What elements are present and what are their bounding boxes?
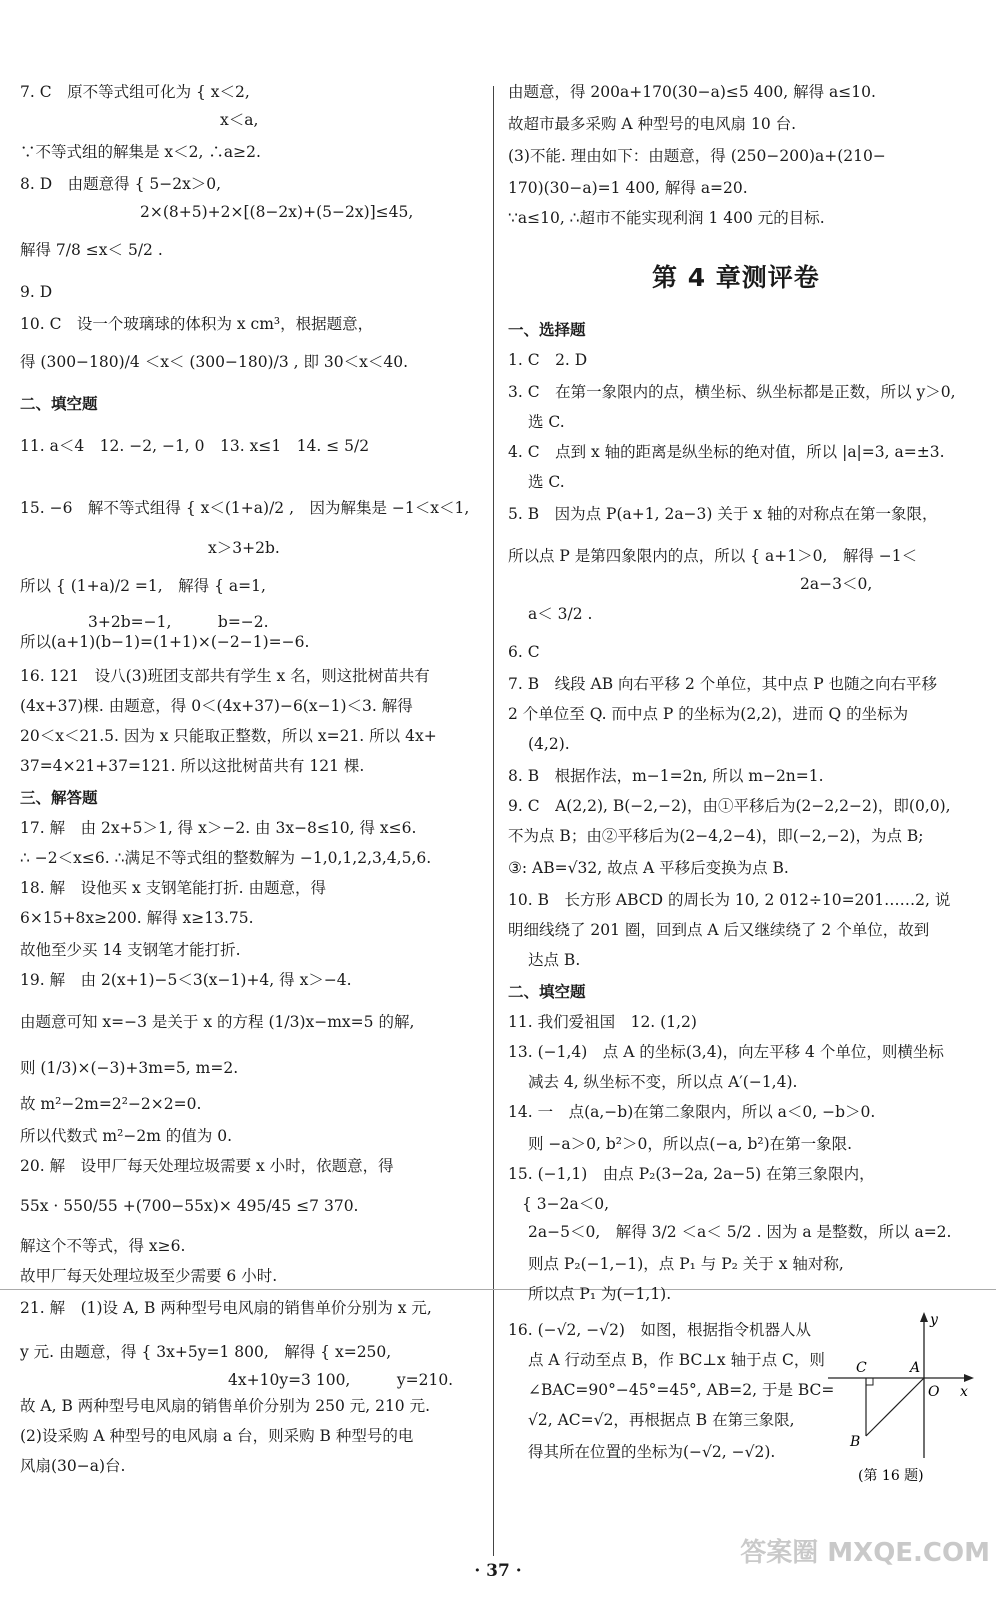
text-line: 8. D 由题意得 { 5−2x＞0, (20, 175, 222, 193)
text-line: ∠BAC=90°−45°=45°, AB=2, 于是 BC= (528, 1381, 835, 1399)
text-line: 9. C A(2,2), B(−2,−2)，由①平移后为(2−2,2−2)，即(0,0), (508, 797, 951, 815)
text-line: 9. D (20, 283, 53, 301)
text-line: 2×(8+5)+2×[(8−2x)+(5−2x)]≤45, (140, 203, 414, 221)
text-line: 故他至少买 14 支钢笔才能打折. (20, 941, 241, 959)
text-line: 15. (−1,1) 由点 P₂(3−2a, 2a−5) 在第三象限内， (508, 1165, 875, 1183)
text-line: 所以代数式 m²−2m 的值为 0. (20, 1127, 233, 1145)
ab-segment (866, 1378, 924, 1436)
section-heading: 二、填空题 (508, 982, 586, 1001)
text-line: 55x · 550/55 +(700−55x)× 495/45 ≤7 370. (20, 1197, 359, 1215)
text-line: 3+2b=−1, b=−2. (88, 613, 269, 631)
column-divider (493, 86, 494, 1556)
text-line: 4x+10y=3 100, y=210. (228, 1371, 454, 1389)
text-line: 37=4×21+37=121. 所以这批树苗共有 121 棵. (20, 757, 365, 775)
text-line: 所以点 P 是第四象限内的点，所以 { a+1＞0, 解得 −1＜ (508, 547, 918, 565)
text-line: a＜ 3/2 . (528, 605, 593, 623)
text-line: 15. −6 解不等式组得 { x＜(1+a)/2 , 因为解集是 −1＜x＜1, (20, 499, 470, 517)
text-line: 5. B 因为点 P(a+1, 2a−3) 关于 x 轴的对称点在第一象限， (508, 505, 938, 523)
text-line: 得 (300−180)/4 ＜x＜ (300−180)/3 , 即 30＜x＜40. (20, 353, 409, 371)
text-line: (4,2). (528, 735, 570, 753)
text-line: 则 −a＞0, b²＞0，所以点(−a, b²)在第一象限. (528, 1135, 853, 1153)
text-line: 解这个不等式，得 x≥6. (20, 1237, 186, 1255)
text-line: (2)设采购 A 种型号的电风扇 a 台，则采购 B 种型号的电 (20, 1427, 414, 1445)
text-line: ∴ −2＜x≤6. ∴满足不等式组的整数解为 −1,0,1,2,3,4,5,6. (20, 849, 432, 867)
text-line: 所以 { (1+a)/2 =1, 解得 { a=1, (20, 577, 266, 595)
text-line: 所以(a+1)(b−1)=(1+1)×(−2−1)=−6. (20, 633, 310, 651)
text-line: 14. 一 点(a,−b)在第二象限内，所以 a＜0, −b＞0. (508, 1103, 876, 1121)
text-line: 20. 解 设甲厂每天处理垃圾需要 x 小时，依题意，得 (20, 1157, 394, 1175)
text-line: 16. 121 设八(3)班团支部共有学生 x 名，则这批树苗共有 (20, 667, 430, 685)
text-line: 由题意，得 200a+170(30−a)≤5 400, 解得 a≤10. (508, 83, 876, 101)
text-line: 7. B 线段 AB 向右平移 2 个单位，其中点 P 也随之向右平移 (508, 675, 938, 693)
text-line: 19. 解 由 2(x+1)−5＜3(x−1)+4, 得 x＞−4. (20, 971, 352, 989)
point-b-label: B (850, 1434, 861, 1450)
text-line: 不为点 B；由②平移后为(2−4,2−4)，即(−2,−2)，为点 B; (508, 827, 924, 845)
section-heading: 一、选择题 (508, 320, 586, 339)
section-heading: 三、解答题 (20, 788, 98, 807)
text-line: 故甲厂每天处理垃圾至少需要 6 小时. (20, 1267, 278, 1285)
point-a-label: A (910, 1360, 921, 1376)
text-line: 13. (−1,4) 点 A 的坐标(3,4)，向左平移 4 个单位，则横坐标 (508, 1043, 944, 1061)
watermark: 答案圈 MXQE.COM (740, 1538, 990, 1568)
text-line: (4x+37)棵. 由题意，得 0＜(4x+37)−6(x−1)＜3. 解得 (20, 697, 413, 715)
x-axis-arrow (964, 1374, 974, 1382)
origin-label: O (928, 1384, 940, 1400)
text-line: 选 C. (528, 413, 565, 431)
text-line: x＞3+2b. (208, 539, 280, 557)
text-line: 则点 P₂(−1,−1)，点 P₁ 与 P₂ 关于 x 轴对称, (528, 1255, 844, 1273)
text-line: { 3−2a＜0, (522, 1195, 610, 1213)
text-line: 故 m²−2m=2²−2×2=0. (20, 1095, 202, 1113)
text-line: 11. a＜4 12. −2, −1, 0 13. x≤1 14. ≤ 5/2 (20, 437, 370, 455)
text-line: 故超市最多采购 A 种型号的电风扇 10 台. (508, 115, 797, 133)
text-line: 2a−5＜0, 解得 3/2 ＜a＜ 5/2 . 因为 a 是整数，所以 a=2. (528, 1223, 952, 1241)
page-number: · 37 · (474, 1561, 522, 1581)
text-line: 由题意可知 x=−3 是关于 x 的方程 (1/3)x−mx=5 的解, (20, 1013, 415, 1031)
text-line: 解得 7/8 ≤x＜ 5/2 . (20, 241, 163, 259)
text-line: 21. 解 (1)设 A, B 两种型号电风扇的销售单价分别为 x 元, (20, 1299, 432, 1317)
text-line: 170)(30−a)=1 400, 解得 a=20. (508, 179, 748, 197)
text-line: 8. B 根据作法，m−1=2n, 所以 m−2n=1. (508, 767, 824, 785)
text-line: √2, AC=√2，再根据点 B 在第三象限, (528, 1411, 795, 1429)
text-line: 20＜x＜21.5. 因为 x 只能取正整数，所以 x=21. 所以 4x+ (20, 727, 437, 745)
text-line: 7. C 原不等式组可化为 { x＜2, (20, 83, 250, 101)
text-line: 2a−3＜0, (800, 575, 873, 593)
text-line: ∵a≤10, ∴超市不能实现利润 1 400 元的目标. (508, 209, 825, 227)
text-line: 3. C 在第一象限内的点，横坐标、纵坐标都是正数，所以 y＞0, (508, 383, 956, 401)
text-line: 10. C 设一个玻璃球的体积为 x cm³，根据题意， (20, 315, 374, 333)
y-label: y (930, 1312, 938, 1328)
text-line: 达点 B. (528, 951, 581, 969)
coordinate-figure (828, 1308, 978, 1488)
text-line: 点 A 行动至点 B，作 BC⊥x 轴于点 C，则 (528, 1351, 825, 1369)
text-line: ∵不等式组的解集是 x＜2, ∴a≥2. (20, 143, 261, 161)
text-line: 则 (1/3)×(−3)+3m=5, m=2. (20, 1059, 239, 1077)
text-line: x＜a, (220, 111, 259, 129)
text-line: 10. B 长方形 ABCD 的周长为 10, 2 012÷10=201……2, 说 (508, 891, 951, 909)
text-line: 故 A, B 两种型号电风扇的销售单价分别为 250 元, 210 元. (20, 1397, 431, 1415)
text-line: 减去 4, 纵坐标不变，所以点 A′(−1,4). (528, 1073, 798, 1091)
text-line: y 元. 由题意，得 { 3x+5y=1 800, 解得 { x=250, (20, 1343, 392, 1361)
text-line: 17. 解 由 2x+5＞1, 得 x＞−2. 由 3x−8≤10, 得 x≤6. (20, 819, 417, 837)
text-line: 6. C (508, 643, 540, 661)
text-line: 1. C 2. D (508, 351, 588, 369)
text-line: 风扇(30−a)台. (20, 1457, 126, 1475)
y-axis-arrow (920, 1312, 928, 1322)
text-line: 16. (−√2, −√2) 如图，根据指令机器人从 (508, 1321, 811, 1339)
text-line: 得其所在位置的坐标为(−√2, −√2). (528, 1443, 776, 1461)
horizontal-rule (0, 1289, 996, 1290)
right-angle-mark (866, 1378, 873, 1385)
text-line: 明细线绕了 201 圈，回到点 A 后又继续绕了 2 个单位，故到 (508, 921, 930, 939)
text-line: ③: AB=√32, 故点 A 平移后变换为点 B. (508, 859, 789, 877)
chapter-title: 第 4 章测评卷 (652, 263, 820, 292)
text-line: 6×15+8x≥200. 解得 x≥13.75. (20, 909, 254, 927)
text-line: 4. C 点到 x 轴的距离是纵坐标的绝对值，所以 |a|=3, a=±3. (508, 443, 945, 461)
x-label: x (960, 1384, 968, 1400)
section-heading: 二、填空题 (20, 394, 98, 413)
text-line: 所以点 P₁ 为(−1,1). (528, 1285, 672, 1303)
text-line: 18. 解 设他买 x 支钢笔能打折. 由题意，得 (20, 879, 327, 897)
text-line: 11. 我们爱祖国 12. (1,2) (508, 1013, 697, 1031)
point-c-label: C (856, 1360, 867, 1376)
text-line: (3)不能. 理由如下：由题意，得 (250−200)a+(210− (508, 147, 886, 165)
text-line: 2 个单位至 Q. 而中点 P 的坐标为(2,2)，进而 Q 的坐标为 (508, 705, 909, 723)
text-line: 选 C. (528, 473, 565, 491)
figure-caption: (第 16 题) (858, 1468, 924, 1484)
